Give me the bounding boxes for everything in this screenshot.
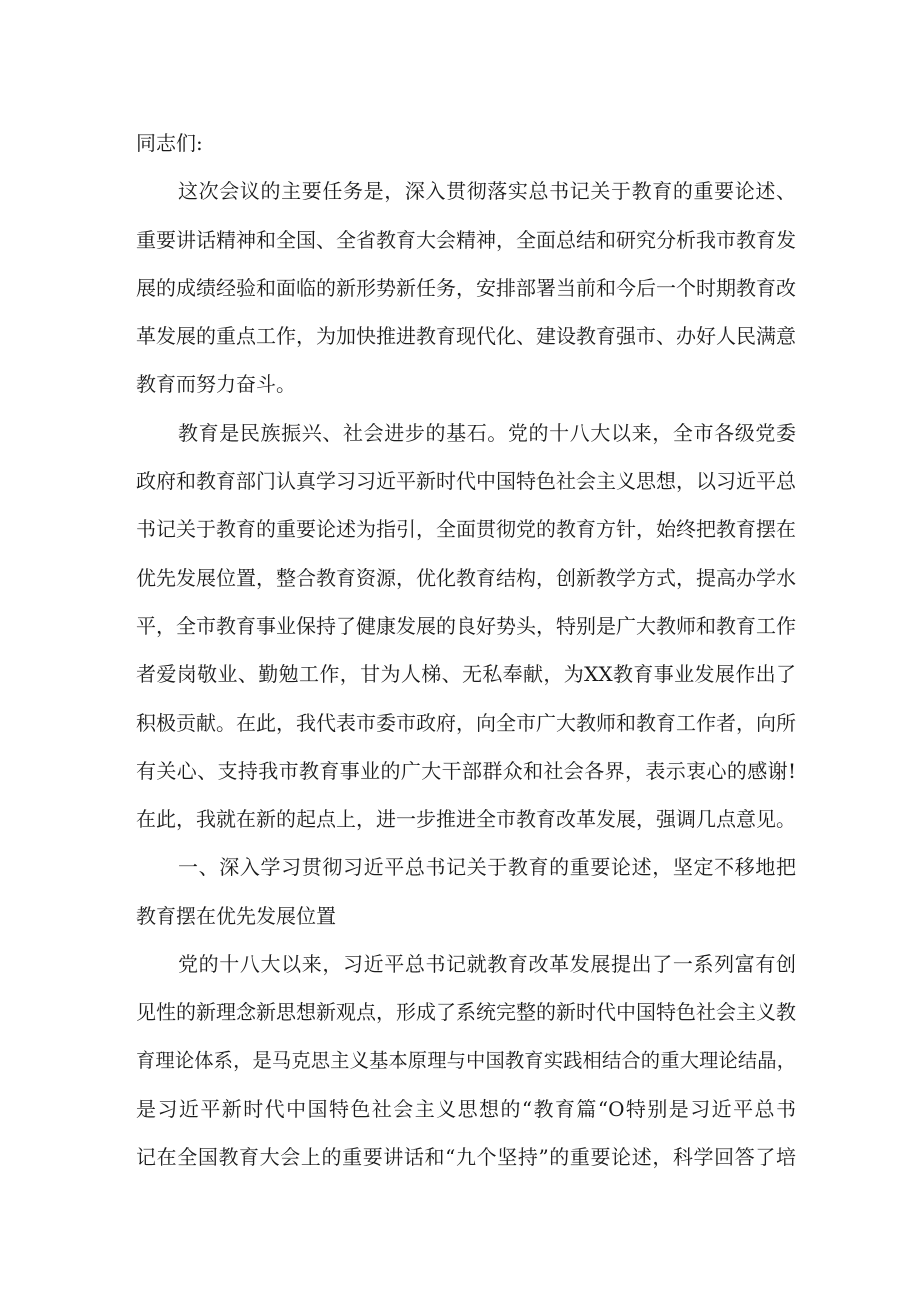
paragraph-1-line-2: 重要讲话精神和全国、全省教育大会精神，全面总结和研究分析我市教育发 — [136, 227, 796, 252]
salutation: 同志们: — [136, 131, 203, 155]
paragraph-2-line-3: 书记关于教育的重要论述为指引，全面贯彻党的教育方针，始终把教育摆在 — [136, 517, 796, 542]
paragraph-3-line-2: 见性的新理念新思想新观点，形成了系统完整的新时代中国特色社会主义教 — [136, 1000, 796, 1025]
paragraph-3-line-1: 党的十八大以来，习近平总书记就教育改革发展提出了一系列富有创 — [178, 952, 796, 977]
paragraph-3-line-4: 是习近平新时代中国特色社会主义思想的“教育篇“O特别是习近平总书 — [136, 1096, 796, 1121]
section-heading-line-2: 教育摆在优先发展位置 — [136, 903, 336, 928]
paragraph-2-line-6: 者爱岗敬业、勤勉工作，甘为人梯、无私奉献，为XX教育事业发展作出了 — [136, 662, 796, 687]
paragraph-2-line-2: 政府和教育部门认真学习习近平新时代中国特色社会主义思想，以习近平总 — [136, 469, 796, 494]
paragraph-2-line-5: 平，全市教育事业保持了健康发展的良好势头，特别是广大教师和教育工作 — [136, 613, 796, 638]
document-body — [136, 119, 796, 1182]
paragraph-3-line-3: 育理论体系，是马克思主义基本原理与中国教育实践相结合的重大理论结晶， — [136, 1048, 796, 1072]
paragraph-1-line-1: 这次会议的主要任务是，深入贯彻落实总书记关于教育的重要论述、 — [178, 179, 796, 204]
paragraph-2-line-9: 在此，我就在新的起点上，进一步推进全市教育改革发展，强调几点意见。 — [136, 807, 796, 832]
paragraph-1-line-5: 教育而努力奋斗。 — [136, 372, 296, 397]
paragraph-2-line-1: 教育是民族振兴、社会进步的基石。党的十八大以来，全市各级党委 — [178, 420, 796, 445]
paragraph-3-line-5: 记在全国教育大会上的重要讲话和“九个坚持”的重要论述，科学回答了培 — [136, 1145, 796, 1170]
paragraph-2-line-7: 积极贡献。在此，我代表市委市政府，向全市广大教师和教育工作者，向所 — [136, 710, 796, 735]
paragraph-1-line-4: 革发展的重点工作，为加快推进教育现代化、建设教育强市、办好人民满意 — [136, 324, 796, 349]
paragraph-1-line-3: 展的成绩经验和面临的新形势新任务，安排部署当前和今后一个时期教育改 — [136, 275, 796, 300]
section-heading-line-1: 一、深入学习贯彻习近平总书记关于教育的重要论述，坚定不移地把 — [178, 855, 796, 880]
paragraph-2-line-4: 优先发展位置，整合教育资源，优化教育结构，创新教学方式，提高办学水 — [136, 565, 796, 590]
paragraph-2-line-8: 有关心、支持我市教育事业的广大干部群众和社会各界，表示衷心的感谢! — [136, 758, 796, 783]
